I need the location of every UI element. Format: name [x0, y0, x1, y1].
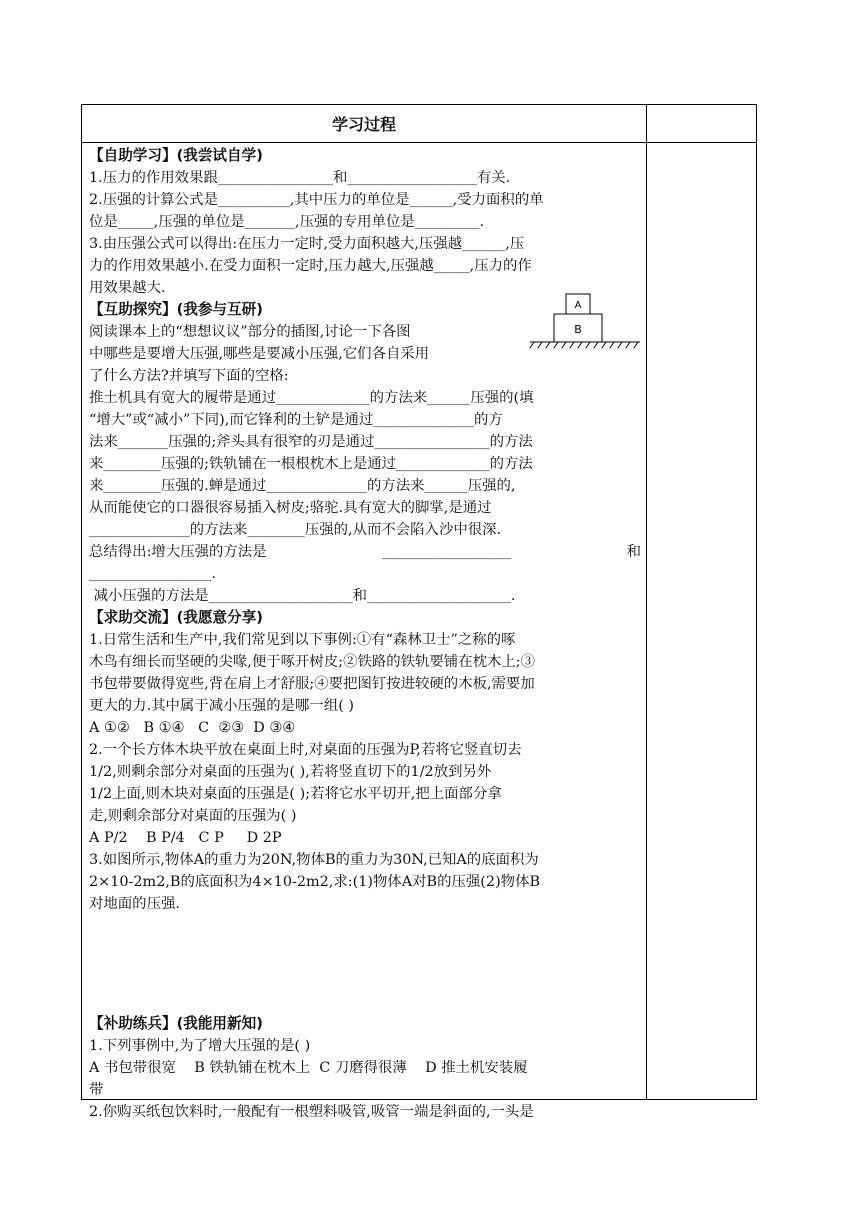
summary-label: 总结得出:增大压强的方法是	[89, 544, 267, 560]
text-line: 法来_______压强的;斧头具有很窄的刃是通过________________的方法	[89, 434, 533, 450]
table-header: 学习过程	[331, 114, 396, 134]
text-line: 3.如图所示,物体A的重力为20N,物体B的重力为30N,已知A的底面积为	[89, 852, 539, 868]
block-a-label: A	[574, 300, 582, 311]
column-divider	[646, 104, 647, 1100]
text-line: 1.日常生活和生产中,我们常见到以下事例:①有“森林卫士”之称的啄	[89, 632, 516, 648]
section-practice-title: 【补助练兵】(我能用新知)	[89, 1015, 263, 1032]
text-line: 用效果越大.	[89, 280, 166, 296]
text-line: 对地面的压强.	[89, 896, 180, 912]
text-line: 2×10-2m2,B的底面积为4×10-2m2,求:(1)物体A对B的压强(2)物体B	[89, 874, 541, 890]
section-explore-title: 【互助探究】(我参与互研)	[89, 301, 263, 318]
summary-and: 和	[626, 544, 641, 560]
block-b-label: B	[574, 323, 582, 336]
choice-line: A P/2 B P/4 C P D 2P	[89, 830, 282, 846]
text-line: 2.一个长方体木块平放在桌面上时,对桌面的压强为P,若将它竖直切去	[89, 742, 522, 758]
text-line: 位是_____,压强的单位是_______,压强的专用单位是_________.	[89, 214, 485, 230]
text-line: 来________压强的.蝉是通过______________的方法来______压强的,	[89, 478, 516, 494]
text-line: 了什么方法?并填写下面的空格:	[89, 368, 289, 384]
text-line: 书包带要做得宽些,背在肩上才舒服;④要把图钉按进较硬的木板,需要加	[89, 676, 535, 692]
text-line: 1.压力的作用效果跟________________和__________________有关.	[89, 170, 511, 186]
choice-line: A 书包带很宽 B 铁轨铺在枕木上 C 刀磨得很薄 D 推土机安装履	[89, 1060, 528, 1076]
text-line: 1.下列事例中,为了增大压强的是( )	[89, 1038, 311, 1054]
answer-space	[89, 915, 641, 1013]
text-line: 更大的力.其中属于减小压强的是哪一组( )	[89, 698, 355, 714]
text-line: 中哪些是要增大压强,哪些是要减小压强,它们各自采用	[89, 346, 430, 362]
text-line: 走,则剩余部分对桌面的压强为( )	[89, 808, 297, 824]
header-divider	[81, 142, 757, 143]
text-line: 木鸟有细长而坚硬的尖喙,便于啄开树皮;②铁路的铁轨要铺在枕木上;③	[89, 654, 535, 670]
choice-line: A ①② B ①④ C ②③ D ③④	[89, 720, 296, 736]
learning-content	[89, 145, 641, 1123]
text-line: “增大”或“减小”下同),而它锋利的土铲是通过______________的方	[89, 412, 503, 428]
text-line: 推土机具有宽大的履带是通过_____________的方法来______压强的(填	[89, 390, 534, 406]
text-line: 3.由压强公式可以得出:在压力一定时,受力面积越大,压强越______,压	[89, 236, 525, 252]
summary-line	[89, 541, 641, 563]
section-self-study-title: 【自助学习】(我尝试自学)	[89, 147, 263, 164]
text-line: 2.你购买纸包饮料时,一般配有一根塑料吸管,吸管一端是斜面的,一头是	[89, 1104, 534, 1120]
text-line: ______________的方法来________压强的,从而不会陷入沙中很深.	[89, 522, 502, 538]
summary-tail: _________________.	[89, 566, 216, 582]
text-line: 力的作用效果越小.在受力面积一定时,压力越大,压强越_____,压力的作	[89, 258, 532, 274]
text-line: 2.压强的计算公式是__________,其中压力的单位是______,受力面积的单	[89, 192, 544, 208]
text-line: 1/2上面,则木块对桌面的压强是( );若将它水平切开,把上面部分拿	[89, 786, 502, 802]
text-line: 带	[89, 1082, 104, 1098]
text-line: 来________压强的;铁轨铺在一根根枕木上是通过_____________的方法	[89, 456, 533, 472]
text-line: 1/2,则剩余部分对桌面的压强为( ),若将竖直切下的1/2放到另外	[89, 764, 492, 780]
text-line: 阅读课本上的“想想议议”部分的插图,讨论一下各图	[89, 324, 411, 340]
reduce-method-line: 减小压强的方法是____________________和____________________.	[89, 588, 516, 604]
summary-blank: __________________	[381, 544, 512, 560]
section-share-title: 【求助交流】(我愿意分享)	[89, 609, 263, 626]
text-line: 从而能使它的口器很容易插入树皮;骆驼.具有宽大的脚掌,是通过	[89, 500, 492, 516]
